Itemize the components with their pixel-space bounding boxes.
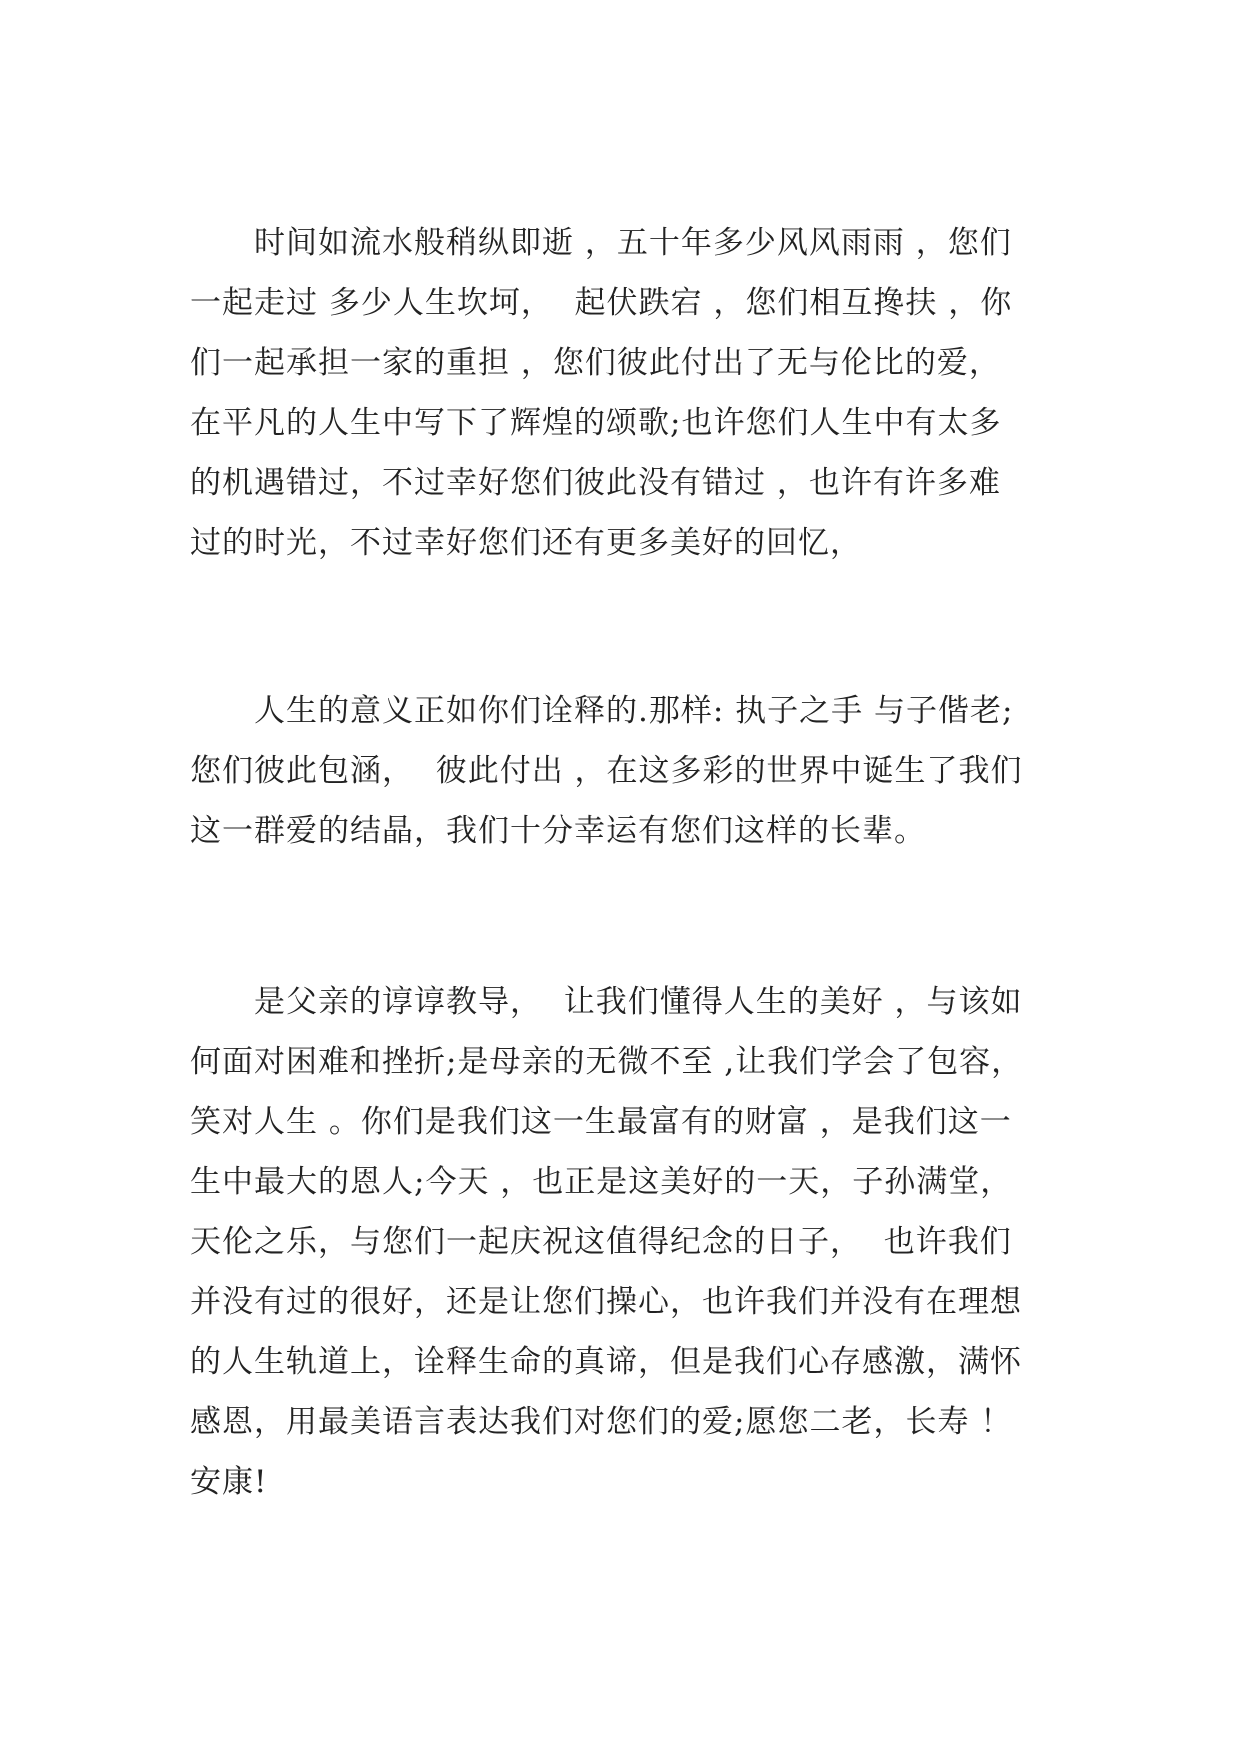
paragraph-line: 们一起承担一家的重担 ，您们彼此付出了无与伦比的爱，	[190, 345, 1001, 381]
paragraph-line: 时间如流水般稍纵即逝 ，五十年多少风风雨雨 ，您们	[254, 225, 1012, 261]
paragraph-line: 的机遇错过，不过幸好您们彼此没有错过 ，也许有许多难	[190, 465, 1001, 501]
paragraph-line: 过的时光，不过幸好您们还有更多美好的回忆，	[190, 525, 862, 561]
paragraph-line: 的人生轨道上，诠释生命的真谛，但是我们心存感激，满怀	[190, 1344, 1022, 1380]
paragraph-line: 笑对人生 。你们是我们这一生最富有的财富 ，是我们这一	[190, 1104, 1012, 1140]
paragraph-2	[190, 681, 1070, 861]
paragraph-line: 并没有过的很好，还是让您们操心，也许我们并没有在理想	[190, 1284, 1022, 1320]
paragraph-line: 安康!	[190, 1464, 268, 1500]
paragraph-line: 这一群爱的结晶，我们十分幸运有您们这样的长辈。	[190, 813, 926, 849]
paragraph-line: 一起走过 多少人生坎坷， 起伏跌宕 ，您们相互搀扶 ，你	[190, 285, 1013, 321]
paragraph-line: 您们彼此包涵， 彼此付出 ，在这多彩的世界中诞生了我们	[190, 753, 1023, 789]
paragraph-line: 在平凡的人生中写下了辉煌的颂歌;也许您们人生中有太多	[190, 405, 1002, 441]
paragraph-line: 人生的意义正如你们诠释的.那样: 执子之手 与子偕老;	[254, 693, 1014, 729]
paragraph-1	[190, 213, 1070, 573]
paragraph-line: 天伦之乐，与您们一起庆祝这值得纪念的日子， 也许我们	[190, 1224, 1012, 1260]
paragraph-line: 是父亲的谆谆教导， 让我们懂得人生的美好 ，与该如	[254, 984, 1023, 1020]
paragraph-line: 感恩，用最美语言表达我们对您们的爱;愿您二老，长寿 ！	[190, 1404, 1013, 1440]
paragraph-line: 何面对困难和挫折;是母亲的无微不至 ,让我们学会了包容，	[190, 1044, 1024, 1080]
paragraph-3	[190, 972, 1070, 1512]
paragraph-line: 生中最大的恩人;今天 ，也正是这美好的一天，子孙满堂，	[190, 1164, 1013, 1200]
